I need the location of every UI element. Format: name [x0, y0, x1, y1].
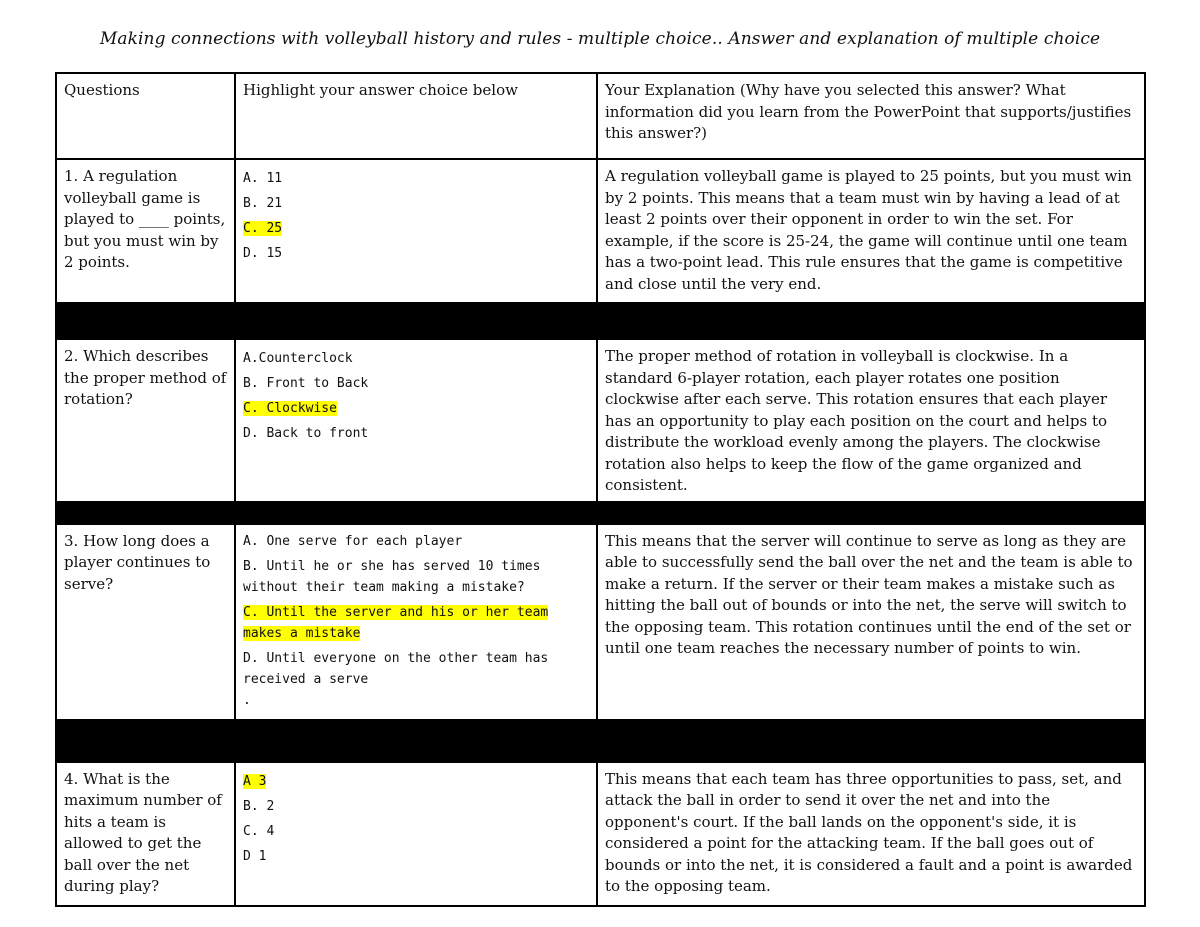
separator-row [56, 502, 1145, 524]
separator-row [56, 720, 1145, 762]
question-cell: 1. A regulation volleyball game is played to ____ points, but you must win by 2 points. [56, 159, 235, 303]
question-row [56, 524, 1145, 720]
header-row [56, 73, 1145, 159]
choice-a[interactable] [243, 769, 589, 794]
page-title: Making connections with volleyball history and rules - multiple choice.. Answer and explanation of multiple choice [99, 29, 1101, 49]
explanation-cell[interactable]: This means that the server will continue to serve as long as they are able to successfully send the ball over the net and the team is able to make a return. If the server or their team makes a mistake such as hitting the ball out of bounds or into the net, the serve will switch to the opposing team. This rotation continues until the end of the set or until one team reaches the necessary number of points to win. [597, 524, 1145, 720]
choice-c[interactable] [243, 396, 589, 421]
choice-d[interactable]: D. Until everyone on the other team has received a serve [243, 650, 549, 687]
choice-a[interactable]: A. 11 [243, 171, 283, 186]
highlighted-answer: C. 25 [243, 221, 283, 236]
answer-choices [235, 524, 597, 720]
choice-c[interactable] [243, 602, 589, 644]
header-questions: Questions [56, 73, 235, 159]
separator-row [56, 303, 1145, 339]
explanation-cell[interactable]: A regulation volleyball game is played to 25 points, but you must win by 2 points. This means that a team must win by having a lead of at least 2 points over their opponent in order to win the set. For example, if the score is 25-24, the game will continue until one team has a two-point lead. This rule ensures that the game is competitive and close until the very end. [597, 159, 1145, 303]
choice-b[interactable]: B. 2 [243, 798, 275, 814]
worksheet-table [55, 72, 1146, 907]
choice-b[interactable]: B. Front to Back [243, 376, 369, 391]
question-row [56, 762, 1145, 906]
choice-d[interactable]: D 1 [243, 848, 267, 864]
answer-choices [235, 159, 597, 303]
question-row [56, 339, 1145, 502]
question-cell: 3. How long does a player continues to serve? [56, 524, 235, 720]
stray-period: . [243, 692, 251, 708]
header-explanation: Your Explanation (Why have you selected this answer? What information did you learn from the PowerPoint that supports/justifies this answer?) [597, 73, 1145, 159]
explanation-cell[interactable]: The proper method of rotation in volleyball is clockwise. In a standard 6-player rotation, each player rotates one position clockwise after each serve. This rotation ensures that each player has an opportunity to play each position on the court and helps to distribute the workload evenly among the players. The clockwise rotation also helps to keep the flow of the game organized and consistent. [597, 339, 1145, 502]
highlighted-answer: C. Until the server and his or her team makes a mistake [243, 604, 549, 641]
choice-d[interactable]: D. Back to front [243, 426, 369, 441]
answer-choices [235, 339, 597, 502]
highlighted-answer: C. Clockwise [243, 401, 337, 416]
choice-a[interactable]: A.Counterclock [243, 351, 353, 366]
answer-choices [235, 762, 597, 906]
question-row [56, 159, 1145, 303]
choice-c[interactable] [243, 216, 589, 241]
choice-c[interactable]: C. 4 [243, 823, 275, 839]
choice-a[interactable]: A. One serve for each player [243, 533, 463, 549]
header-answer: Highlight your answer choice below [235, 73, 597, 159]
explanation-cell[interactable]: This means that each team has three opportunities to pass, set, and attack the ball in order to send it over the net and into the opponent's court. If the ball lands on the opponent's side, it is considered a point for the attacking team. If the ball goes out of bounds or into the net, it is considered a fault and a point is awarded to the opposing team. [597, 762, 1145, 906]
question-cell: 2. Which describes the proper method of rotation? [56, 339, 235, 502]
choice-b[interactable]: B. Until he or she has served 10 times without their team making a mistake? [243, 558, 541, 595]
choice-b[interactable]: B. 21 [243, 196, 283, 211]
question-cell: 4. What is the maximum number of hits a team is allowed to get the ball over the net during play? [56, 762, 235, 906]
choice-d[interactable]: D. 15 [243, 246, 283, 261]
highlighted-answer: A 3 [243, 773, 267, 789]
